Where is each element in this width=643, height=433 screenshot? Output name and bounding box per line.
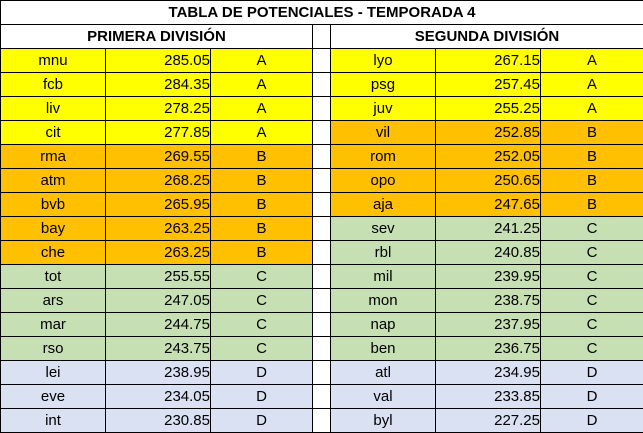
segunda-team-cell: mon [331, 289, 436, 313]
primera-category-cell: A [211, 121, 313, 145]
table-row [1, 385, 643, 409]
primera-team-cell: lei [1, 361, 106, 385]
column-spacer [313, 97, 331, 121]
primera-potential-cell: 263.25 [106, 217, 211, 241]
segunda-category-cell: A [541, 73, 643, 97]
primera-potential-cell: 230.85 [106, 409, 211, 433]
table-body [1, 49, 643, 433]
primera-potential-cell: 285.05 [106, 49, 211, 73]
primera-potential-cell: 238.95 [106, 361, 211, 385]
column-spacer [313, 73, 331, 97]
primera-potential-cell: 277.85 [106, 121, 211, 145]
table-row [1, 169, 643, 193]
segunda-potential-cell: 257.45 [436, 73, 541, 97]
primera-team-cell: ars [1, 289, 106, 313]
primera-potential-cell: 263.25 [106, 241, 211, 265]
primera-category-cell: A [211, 73, 313, 97]
primera-team-cell: liv [1, 97, 106, 121]
primera-team-cell: bvb [1, 193, 106, 217]
primera-team-cell: rma [1, 145, 106, 169]
table-row [1, 145, 643, 169]
segunda-category-cell: D [541, 361, 643, 385]
primera-team-cell: mnu [1, 49, 106, 73]
segunda-potential-cell: 250.65 [436, 169, 541, 193]
primera-team-cell: int [1, 409, 106, 433]
segunda-potential-cell: 237.95 [436, 313, 541, 337]
primera-potential-cell: 244.75 [106, 313, 211, 337]
table-row [1, 241, 643, 265]
segunda-category-cell: C [541, 337, 643, 361]
primera-category-cell: C [211, 289, 313, 313]
primera-potential-cell: 278.25 [106, 97, 211, 121]
primera-potential-cell: 268.25 [106, 169, 211, 193]
column-spacer [313, 313, 331, 337]
primera-category-cell: B [211, 241, 313, 265]
segunda-team-cell: opo [331, 169, 436, 193]
primera-category-cell: B [211, 217, 313, 241]
segunda-category-cell: C [541, 289, 643, 313]
primera-category-cell: A [211, 49, 313, 73]
segunda-potential-cell: 239.95 [436, 265, 541, 289]
segunda-team-cell: byl [331, 409, 436, 433]
segunda-category-cell: B [541, 145, 643, 169]
primera-potential-cell: 265.95 [106, 193, 211, 217]
segunda-category-cell: B [541, 169, 643, 193]
table-row [1, 289, 643, 313]
column-spacer [313, 145, 331, 169]
segunda-category-cell: C [541, 241, 643, 265]
segunda-team-cell: vil [331, 121, 436, 145]
segunda-potential-cell: 255.25 [436, 97, 541, 121]
column-spacer [313, 361, 331, 385]
column-spacer [313, 25, 331, 49]
segunda-potential-cell: 236.75 [436, 337, 541, 361]
segunda-team-cell: rbl [331, 241, 436, 265]
segunda-potential-cell: 252.85 [436, 121, 541, 145]
segunda-team-cell: nap [331, 313, 436, 337]
primera-category-cell: B [211, 169, 313, 193]
primera-category-cell: C [211, 265, 313, 289]
segunda-team-cell: juv [331, 97, 436, 121]
segunda-category-cell: A [541, 97, 643, 121]
primera-team-cell: tot [1, 265, 106, 289]
table-row [1, 217, 643, 241]
table-row [1, 409, 643, 433]
segunda-potential-cell: 252.05 [436, 145, 541, 169]
table-row [1, 337, 643, 361]
primera-potential-cell: 247.05 [106, 289, 211, 313]
column-spacer [313, 409, 331, 433]
column-spacer [313, 265, 331, 289]
segunda-team-cell: val [331, 385, 436, 409]
table-row [1, 121, 643, 145]
segunda-team-cell: lyo [331, 49, 436, 73]
primera-division-heading: PRIMERA DIVISIÓN [1, 25, 313, 49]
table-row [1, 265, 643, 289]
primera-team-cell: che [1, 241, 106, 265]
segunda-potential-cell: 227.25 [436, 409, 541, 433]
segunda-team-cell: mil [331, 265, 436, 289]
primera-category-cell: C [211, 313, 313, 337]
segunda-category-cell: B [541, 193, 643, 217]
primera-category-cell: D [211, 385, 313, 409]
primera-team-cell: mar [1, 313, 106, 337]
table-title: TABLA DE POTENCIALES - TEMPORADA 4 [1, 1, 643, 25]
segunda-potential-cell: 233.85 [436, 385, 541, 409]
segunda-category-cell: C [541, 265, 643, 289]
segunda-category-cell: A [541, 49, 643, 73]
column-spacer [313, 49, 331, 73]
table-row [1, 193, 643, 217]
table-row [1, 97, 643, 121]
segunda-category-cell: C [541, 313, 643, 337]
column-spacer [313, 217, 331, 241]
segunda-team-cell: sev [331, 217, 436, 241]
primera-team-cell: cit [1, 121, 106, 145]
segunda-potential-cell: 238.75 [436, 289, 541, 313]
column-spacer [313, 241, 331, 265]
segunda-potential-cell: 241.25 [436, 217, 541, 241]
primera-category-cell: A [211, 97, 313, 121]
segunda-category-cell: B [541, 121, 643, 145]
primera-potential-cell: 255.55 [106, 265, 211, 289]
table-row [1, 73, 643, 97]
primera-team-cell: eve [1, 385, 106, 409]
primera-category-cell: B [211, 193, 313, 217]
primera-category-cell: C [211, 337, 313, 361]
column-spacer [313, 193, 331, 217]
primera-team-cell: bay [1, 217, 106, 241]
table-row [1, 49, 643, 73]
primera-category-cell: B [211, 145, 313, 169]
primera-potential-cell: 284.35 [106, 73, 211, 97]
segunda-category-cell: D [541, 409, 643, 433]
segunda-team-cell: ben [331, 337, 436, 361]
primera-potential-cell: 269.55 [106, 145, 211, 169]
primera-team-cell: rso [1, 337, 106, 361]
column-spacer [313, 121, 331, 145]
segunda-category-cell: D [541, 385, 643, 409]
primera-category-cell: D [211, 361, 313, 385]
table-row [1, 313, 643, 337]
segunda-potential-cell: 267.15 [436, 49, 541, 73]
segunda-division-heading: SEGUNDA DIVISIÓN [331, 25, 643, 49]
primera-team-cell: atm [1, 169, 106, 193]
segunda-team-cell: atl [331, 361, 436, 385]
primera-category-cell: D [211, 409, 313, 433]
segunda-potential-cell: 247.65 [436, 193, 541, 217]
segunda-team-cell: psg [331, 73, 436, 97]
segunda-team-cell: rom [331, 145, 436, 169]
primera-potential-cell: 234.05 [106, 385, 211, 409]
column-spacer [313, 337, 331, 361]
column-spacer [313, 169, 331, 193]
segunda-potential-cell: 240.85 [436, 241, 541, 265]
primera-team-cell: fcb [1, 73, 106, 97]
segunda-category-cell: C [541, 217, 643, 241]
segunda-team-cell: aja [331, 193, 436, 217]
column-spacer [313, 289, 331, 313]
column-spacer [313, 385, 331, 409]
segunda-potential-cell: 234.95 [436, 361, 541, 385]
primera-potential-cell: 243.75 [106, 337, 211, 361]
table-row [1, 361, 643, 385]
